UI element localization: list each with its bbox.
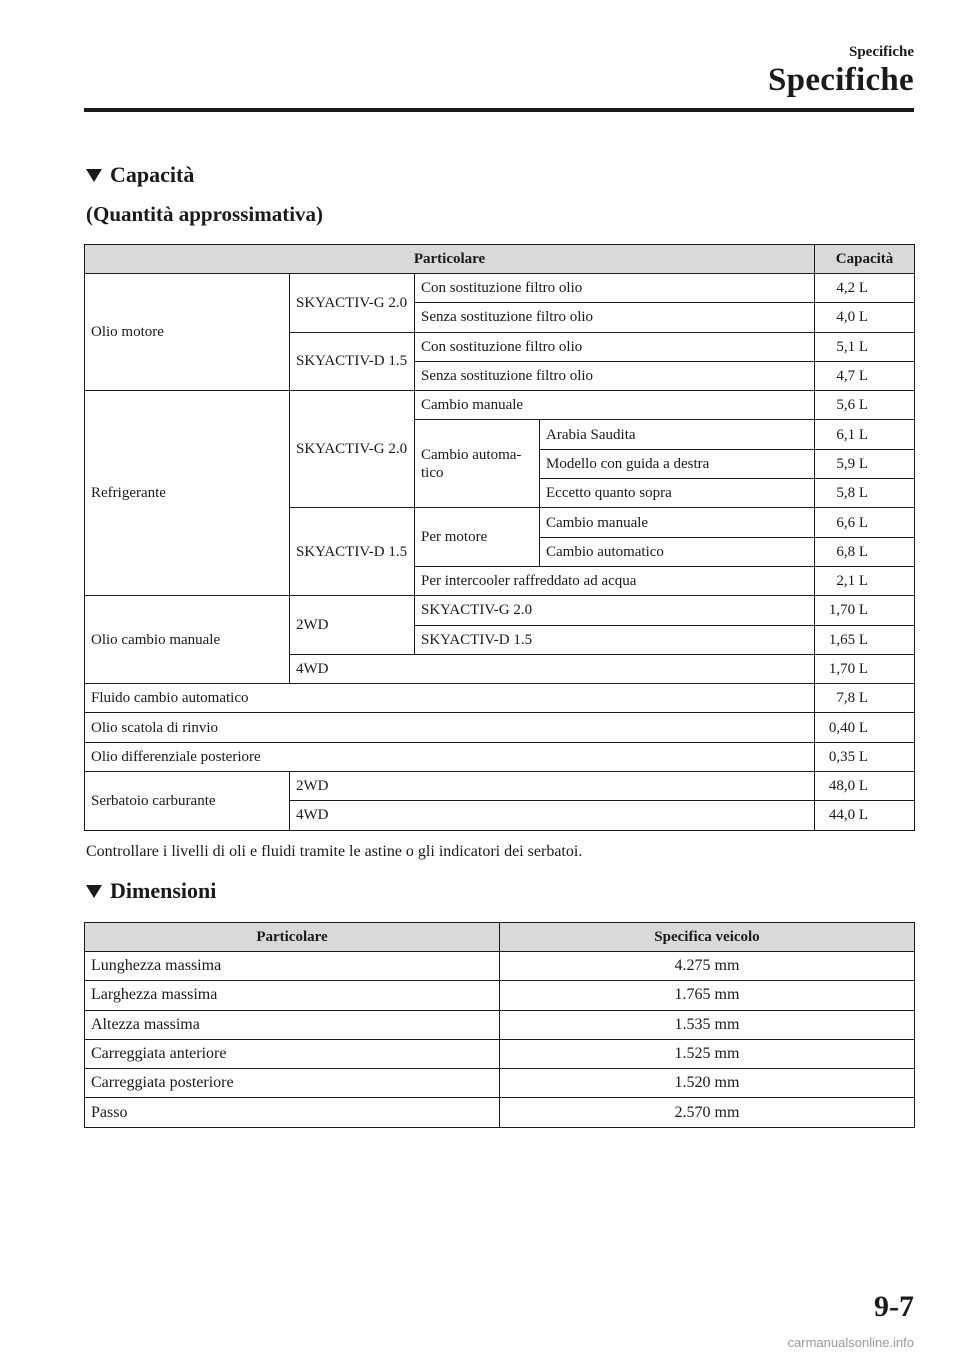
table-row — [85, 596, 915, 625]
cell-label: Modello con guida a destra — [540, 449, 815, 478]
cell-value: 4,7 L — [815, 361, 915, 390]
cell-4wd: 4WD — [290, 654, 815, 683]
table-row — [85, 772, 915, 801]
cell-label: Con sostituzione filtro olio — [415, 274, 815, 303]
triangle-down-icon — [86, 885, 102, 898]
cell-value: 1.765 mm — [500, 981, 915, 1010]
table-row — [85, 1039, 915, 1068]
column-header-part: Particolare — [85, 245, 815, 274]
cell-4wd: 4WD — [290, 801, 815, 830]
cell-value: 0,35 L — [815, 742, 915, 771]
table-row — [85, 742, 915, 771]
cell-d15: SKYACTIV-D 1.5 — [290, 332, 415, 391]
cell-label: Per intercooler raffreddato ad acqua — [415, 566, 815, 595]
cell-value: 48,0 L — [815, 772, 915, 801]
cell-label: Eccetto quanto sopra — [540, 479, 815, 508]
cell-value: 2,1 L — [815, 566, 915, 595]
cell-label: Olio differenziale posteriore — [85, 742, 815, 771]
watermark: carmanualsonline.info — [787, 1335, 914, 1350]
cell-label: SKYACTIV-D 1.5 — [415, 625, 815, 654]
cell-label: Passo — [85, 1098, 500, 1127]
cell-refrigerante: Refrigerante — [85, 391, 290, 596]
table-row — [85, 391, 915, 420]
cell-value: 6,8 L — [815, 537, 915, 566]
cell-value: 1.525 mm — [500, 1039, 915, 1068]
cell-d15: SKYACTIV-D 1.5 — [290, 508, 415, 596]
cell-2wd: 2WD — [290, 596, 415, 655]
cell-g20: SKYACTIV-G 2.0 — [290, 274, 415, 333]
capacity-subtitle: (Quantità approssimativa) — [86, 202, 324, 226]
cell-label: Altezza massima — [85, 1010, 500, 1039]
triangle-down-icon — [86, 169, 102, 182]
cell-label: Senza sostituzione filtro olio — [415, 361, 815, 390]
capacity-heading — [86, 162, 194, 188]
column-header-part: Particolare — [85, 923, 500, 952]
cell-label: Senza sostituzione filtro olio — [415, 303, 815, 332]
table-header-row — [85, 923, 915, 952]
header-rule — [84, 108, 914, 112]
cell-label: Cambio automatico — [540, 537, 815, 566]
cell-per-motore: Per motore — [415, 508, 540, 567]
cell-value: 1,70 L — [815, 654, 915, 683]
cell-value: 5,6 L — [815, 391, 915, 420]
cell-value: 4,0 L — [815, 303, 915, 332]
cell-label: Carreggiata anteriore — [85, 1039, 500, 1068]
table-row — [85, 1010, 915, 1039]
cell-value: 6,6 L — [815, 508, 915, 537]
running-header-section: Specifiche — [849, 44, 914, 60]
dimensions-table — [84, 922, 915, 1128]
cell-label: Cambio manuale — [540, 508, 815, 537]
table-row — [85, 713, 915, 742]
cell-cambio-automatico: Cambio automa-tico — [415, 420, 540, 508]
dimensions-title: Dimensioni — [110, 878, 217, 903]
cell-label: Cambio manuale — [415, 391, 815, 420]
cell-label: Con sostituzione filtro olio — [415, 332, 815, 361]
cell-label: Lunghezza massima — [85, 952, 500, 981]
cell-value: 5,9 L — [815, 449, 915, 478]
cell-label: SKYACTIV-G 2.0 — [415, 596, 815, 625]
cell-2wd: 2WD — [290, 772, 815, 801]
page-number: 9-7 — [874, 1290, 914, 1323]
cell-value: 7,8 L — [815, 684, 915, 713]
table-row — [85, 684, 915, 713]
cell-olio-motore: Olio motore — [85, 274, 290, 391]
cell-value: 1,65 L — [815, 625, 915, 654]
cell-value: 2.570 mm — [500, 1098, 915, 1127]
capacity-note: Controllare i livelli di oli e fluidi tramite le astine o gli indicatori dei serbatoi. — [86, 843, 583, 860]
dimensions-heading — [86, 878, 216, 904]
cell-label: Carreggiata posteriore — [85, 1069, 500, 1098]
cell-value: 1.535 mm — [500, 1010, 915, 1039]
cell-serbatoio: Serbatoio carburante — [85, 772, 290, 831]
column-header-spec: Specifica veicolo — [500, 923, 915, 952]
cell-value: 0,40 L — [815, 713, 915, 742]
cell-g20: SKYACTIV-G 2.0 — [290, 391, 415, 508]
cell-label: Fluido cambio automatico — [85, 684, 815, 713]
table-row — [85, 952, 915, 981]
cell-value: 1,70 L — [815, 596, 915, 625]
cell-label: Larghezza massima — [85, 981, 500, 1010]
table-row — [85, 274, 915, 303]
cell-label: Olio scatola di rinvio — [85, 713, 815, 742]
table-row — [85, 981, 915, 1010]
cell-label: Arabia Saudita — [540, 420, 815, 449]
cell-value: 5,1 L — [815, 332, 915, 361]
table-row — [85, 1069, 915, 1098]
capacity-table — [84, 244, 915, 831]
cell-value: 5,8 L — [815, 479, 915, 508]
cell-value: 1.520 mm — [500, 1069, 915, 1098]
running-header-chapter: Specifiche — [768, 62, 914, 98]
capacity-title: Capacità — [110, 162, 195, 187]
table-header-row — [85, 245, 915, 274]
cell-value: 6,1 L — [815, 420, 915, 449]
column-header-capacity: Capacità — [815, 245, 915, 274]
cell-value: 44,0 L — [815, 801, 915, 830]
table-row — [85, 1098, 915, 1127]
cell-olio-cambio-manuale: Olio cambio manuale — [85, 596, 290, 684]
cell-value: 4,2 L — [815, 274, 915, 303]
cell-value: 4.275 mm — [500, 952, 915, 981]
